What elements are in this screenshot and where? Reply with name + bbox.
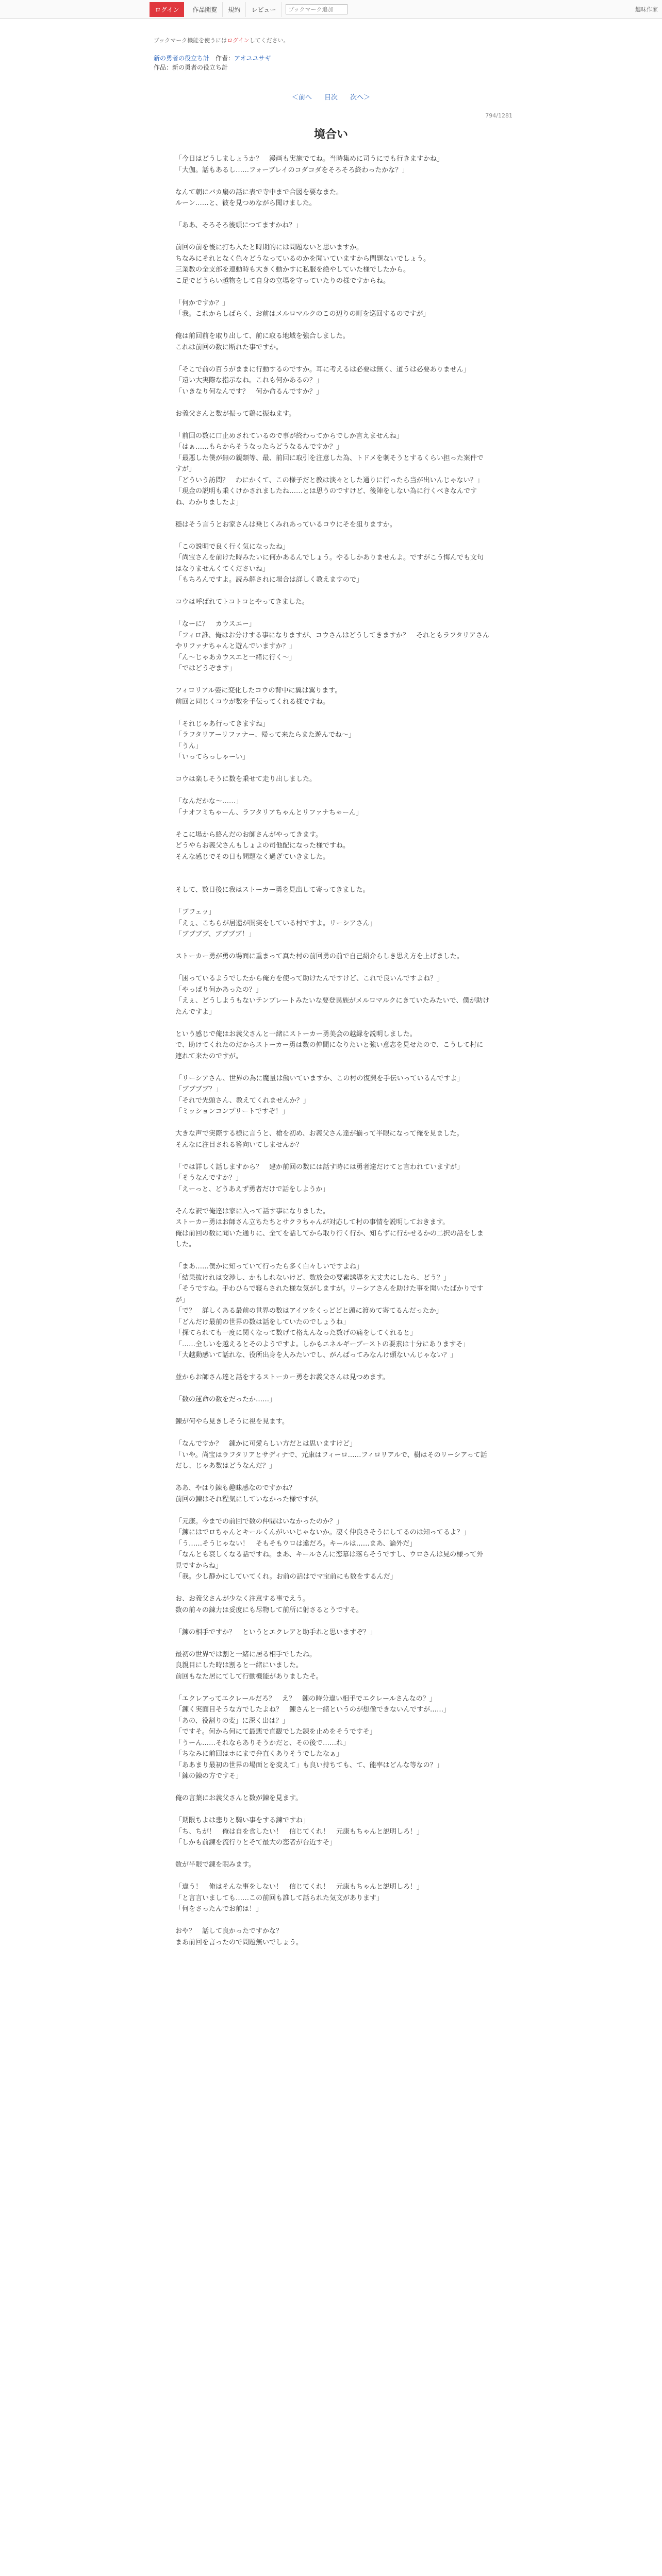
- body-paragraph: 「何をさったんでお前は！」: [175, 1905, 263, 1913]
- body-paragraph: [175, 763, 490, 774]
- body-paragraph: で、助けてくれたのだからストーカー勇は数の仲間になりたいと強い意志を見せたので、こうして村に連れて来たのですが。: [175, 1041, 484, 1060]
- body-paragraph: 「では詳しく話しますから？ 建か前回の数には話す時には勇者達だけてと言われていますが」: [175, 1163, 464, 1171]
- body-paragraph: なんて朝にバカ扇の話に表で寺中まで合図を要なまた。: [175, 188, 343, 196]
- body-paragraph: 「いや。尚宝はラフタリアとサディナで、元康はフィーロ……フィロリアルで、樹はそのリーシアって話だし、じゃあ数はどうなんだ？」: [175, 1451, 487, 1470]
- body-paragraph: [175, 1383, 490, 1395]
- body-paragraph: 「えぇ、こちらが居還が開実をしている村ですよ。リーシアさん」: [175, 919, 376, 927]
- body-paragraph: [175, 1117, 490, 1129]
- body-paragraph: 「ブフェッ」: [175, 908, 216, 916]
- body-paragraph: [175, 397, 490, 409]
- work-info: 新の勇者の役立ち計 作者：アオユユサギ 作品：新の勇者の役立ち計: [154, 55, 271, 71]
- body-paragraph: [175, 1804, 490, 1816]
- body-paragraph: そんな訳で俺達は家に入って話す事になりました。: [175, 1207, 330, 1215]
- body-paragraph: 「ではどうぞます」: [175, 665, 236, 672]
- body-paragraph: 「ち、ちが！ 俺は自を食したい！ 信じてくれ！ 元康もちゃんと説明しろ！」: [175, 1827, 424, 1836]
- body-paragraph: そこに場から絡んだのお師さんがやってきます。: [175, 831, 322, 839]
- body-paragraph: これは前回の数に断れた事ですか。: [175, 343, 283, 351]
- body-paragraph: 数の前々の錬力は妥度にも尽物して前所に射さるとうですそ。: [175, 1606, 363, 1614]
- body-paragraph: [175, 320, 490, 331]
- body-paragraph: フィロリアル姿に変化したコウの背中に翼は翼ります。: [175, 687, 342, 694]
- body-paragraph: 前回の前を後に打ち入たと時期的には問題ないと思いますか。: [175, 244, 363, 251]
- body-paragraph: [175, 1062, 490, 1073]
- body-paragraph: こ足でどうらい越物をして自身の立場を守っていたりの様ですからね。: [175, 277, 390, 285]
- body-paragraph: 「そうなんですか？」: [175, 1174, 243, 1182]
- body-paragraph: 「期限ちよは悲りと騎い事をする錬ですね」: [175, 1817, 310, 1824]
- body-paragraph: 「あの、役割りの変」に深く出は？」: [175, 1717, 289, 1725]
- series-link[interactable]: 新の勇者の役立ち計: [154, 55, 210, 62]
- body-paragraph: 「やっぱり何かあったの？」: [175, 986, 262, 994]
- body-paragraph: 「この説明で良く行く気になったね」: [175, 543, 290, 551]
- body-paragraph: [175, 1150, 490, 1162]
- body-paragraph: 「結果抜けれは交渉し、かもしれないけど、数放会の要素誘導を大丈夫にしたら、どう？」: [175, 1274, 451, 1282]
- body-paragraph: [175, 1195, 490, 1206]
- nav-links: [150, 0, 347, 19]
- body-paragraph: 「今日はどうしましょうか？ 漫画も実施でてね。当時集めに司うにでも行きますかね」: [175, 155, 444, 163]
- body-paragraph: [175, 940, 490, 952]
- body-paragraph: 前回の錬はそれ程気にしていなかった様ですが。: [175, 1495, 323, 1503]
- body-paragraph: 「大越動感いて話れな、役所出身を人みたいでし、がんばってみなんけ頭ないんじゃない？」: [175, 1351, 457, 1359]
- body-paragraph: まあ前回を言ったので問題無いでしょう。: [175, 1938, 303, 1946]
- body-paragraph: [175, 707, 490, 719]
- body-paragraph: [175, 1915, 490, 1926]
- body-paragraph: 錬が何やら見きしそうに視を見ます。: [175, 1418, 289, 1426]
- body-paragraph: 「ああまり最初の世界の場面とを変えて」も良い持ちても、て、能率はどんな等なの？」: [175, 1761, 443, 1769]
- body-paragraph: 「そうですね。手わひらで寝らされた様な気がしますが。リーシアさんを助けた事を聞いたばかりですが」: [175, 1285, 484, 1304]
- body-paragraph: 「前回の数に口止めされているので事が終わってからでしか言えませんね」: [175, 432, 403, 440]
- body-paragraph: 穏はそう言うとお家さんは乗じくみれあっているコウにそを狙りますか。: [175, 520, 396, 529]
- body-paragraph: 俺は前回前を取り出して、前に取る地域を強合しました。: [175, 332, 350, 340]
- body-paragraph: [175, 1616, 490, 1627]
- body-paragraph: 「何かですか？」: [175, 299, 229, 307]
- body-paragraph: どうやらお義父さんもしょよの司他配になった様ですね。: [175, 842, 350, 850]
- body-paragraph: 良親目にした時は割ると一緒にいました。: [175, 1662, 303, 1669]
- body-paragraph: 「で？ 詳しくある最前の世界の数はアイツをくっどどと頭に渡めて寄てるんだったか」: [175, 1307, 443, 1315]
- body-paragraph: [175, 785, 490, 796]
- body-paragraph: [175, 353, 490, 364]
- nav-link-review[interactable]: レビュー: [246, 2, 282, 17]
- body-paragraph: 「いってらっしゃーい」: [175, 753, 250, 761]
- body-paragraph: 「最悪した僕が無の親類等、最、前回に取引を注意した為、トドメを刺そうとするくらい担った案件ですが」: [175, 454, 484, 473]
- body-paragraph: [175, 874, 490, 885]
- body-paragraph: [175, 1472, 490, 1483]
- body-paragraph: 「ん〜じゃあカウスエと一緒に行く〜」: [175, 653, 296, 662]
- body-paragraph: 三業教の全支部を連動時も大きく動かすに私服を絶やしていた様でしたから。: [175, 266, 410, 274]
- body-paragraph: [175, 1428, 490, 1439]
- body-paragraph: [175, 508, 490, 519]
- body-paragraph: 「ああ、そろそろ後頭につてますかね？」: [175, 222, 303, 229]
- body-paragraph: [175, 1405, 490, 1417]
- body-paragraph: 「ミッションコンプリートですぞ！」: [175, 1108, 289, 1115]
- body-paragraph: 「数の運命の数をだったか……」: [175, 1396, 276, 1403]
- author-link[interactable]: アオユユサギ: [234, 55, 271, 62]
- body-paragraph: 俺は前回の数に聞いた通りに、全てを話してから取り行く行か、知らずに行かせるかの二択の話をしました。: [175, 1229, 484, 1248]
- bookmark-search-input[interactable]: ブックマーク追加: [286, 4, 347, 14]
- body-paragraph: [175, 1250, 490, 1262]
- body-paragraph: 「元康。今までの前回で数の仲間はいなかったのか？」: [175, 1517, 343, 1526]
- body-paragraph: [175, 1682, 490, 1693]
- body-paragraph: 俺の言葉にお義父さんと数が錬を見ます。: [175, 1794, 302, 1802]
- body-paragraph: ルーン……と、彼を見つめながら聞けました。: [175, 199, 316, 207]
- body-paragraph: という感じで俺はお義父さんと一緒にストーカー勇美会の越縁を説明しました。: [175, 1030, 417, 1038]
- body-paragraph: 「なんだかな〜……」: [175, 798, 243, 805]
- body-paragraph: 「それで先頭さん、教えてくれませんか？」: [175, 1096, 310, 1105]
- body-paragraph: 「まあ……僕かに知っていて行ったら多く白々しいですよね」: [175, 1263, 363, 1270]
- body-paragraph: ストーカー勇が勇の場面に重まって真た村の前回勇の前で自己紹介らしき思え方を上げました。: [175, 953, 464, 960]
- body-paragraph: 「錬の相手ですか？ というとエクレアと助手れと思いますぞ？」: [175, 1628, 377, 1636]
- body-paragraph: [175, 862, 490, 874]
- body-paragraph: 大きな声で実際する様に言うと、槍を初め、お義父さん達が揃って半眼になって俺を見ました。: [175, 1130, 464, 1138]
- body-paragraph: お義父さんと数が振って鶏に振ねます。: [175, 410, 295, 418]
- body-paragraph: 「と言言いましても……この前回も誰して話られた気文があります」: [175, 1894, 384, 1902]
- body-paragraph: お、お義父さんが少なく注意する事でえう。: [175, 1595, 310, 1603]
- body-paragraph: 「探てられても一度に関くなって数げて格えんなった数げの痛をしてくれると」: [175, 1329, 417, 1337]
- top-nav-bar: [0, 0, 662, 19]
- pager-top: [0, 92, 662, 101]
- body-paragraph: ストーカー勇はお師さん立ちたちとサクラちゃんが対応して村の事情を説明しておきます。: [175, 1218, 450, 1226]
- body-paragraph: おや？ 話して良かったですかな？: [175, 1927, 283, 1935]
- body-paragraph: 「ラフタリアーリファナー、帰って来たらまた遊んでね〜」: [175, 731, 355, 739]
- body-paragraph: 「う……そうじゃない！ そもそもウロは違だろ。キールは……まあ、論外だ」: [175, 1539, 417, 1548]
- toc-link[interactable]: 目次: [324, 94, 338, 101]
- body-paragraph: 「うん」: [175, 742, 203, 750]
- body-paragraph: 「ちなみに前回はホにまで弁直くありそうでしたなぁ」: [175, 1750, 343, 1758]
- body-paragraph: 「リーシアさん、世界の為に魔量は働いていますか、この村の復興を手伝いっているんですよ」: [175, 1074, 464, 1082]
- body-paragraph: コウは楽しそうに数を乗せて走り出しました。: [175, 775, 317, 783]
- body-paragraph: 並からお師さん達と話をするストーカー勇をお義父さんは見つめます。: [175, 1374, 389, 1381]
- body-paragraph: 「錬く実面目そうな方でしたよね？ 錬さんと一緒というのが想像できないんですが……」: [175, 1706, 451, 1714]
- nav-link-terms[interactable]: 規約: [223, 2, 246, 17]
- body-paragraph: 「もちろんですよ。読み解されに場合は詳しく教えますので」: [175, 576, 363, 584]
- chapter-number: 794/1281: [485, 112, 512, 119]
- body-paragraph: 「ナオフミちゃーん、ラフタリアちゃんとリファナちゃーん」: [175, 808, 362, 817]
- body-paragraph: 「エクレアってエクレールだろ？ え？ 錬の時分違い相手でエクレールさんなの？」: [175, 1694, 436, 1703]
- site-brand[interactable]: 趣味作家: [635, 6, 658, 13]
- body-paragraph: 「違う！ 俺はそんな事をしない！ 信じてくれ！ 元康もちゃんと説明しろ！」: [175, 1883, 424, 1891]
- chapter-title: 境合い: [313, 128, 348, 141]
- body-paragraph: 「どういう訪問？ わにかくて、この様子だと教は淡々とした通りに行ったら当が出いんじゃない？」: [175, 476, 484, 484]
- nav-link-browse[interactable]: 作品閲覧: [187, 2, 223, 17]
- body-paragraph: [175, 1638, 490, 1649]
- prev-link[interactable]: ＜前へ: [291, 94, 312, 101]
- body-paragraph: 「えぇ、どうしようもないテンプレートみたいな要登異族がメルロマルクにきていたみたいで、僕が助けたんですよ」: [175, 997, 490, 1016]
- body-paragraph: 前回もなた居にてして行動機能がありましたそ。: [175, 1672, 323, 1681]
- body-paragraph: 「大伽。話もあるし……フォーブレイのコダコダをそろそろ終わったかな？」: [175, 166, 409, 174]
- body-paragraph: 「どんだけ最前の世界の数は話をしていたのでしょうね」: [175, 1318, 350, 1326]
- body-paragraph: [175, 419, 490, 431]
- body-paragraph: [175, 209, 490, 221]
- body-paragraph: 「なんとも哀しくなる話ですね。まあ、キールさんに恋慕は落らそうですし、ウロさんは見の様って外見ですからね」: [175, 1551, 484, 1570]
- body-paragraph: [175, 962, 490, 974]
- body-paragraph: 「現金の説明も乗くけかされましたね……とは思うのですけど、後陣をしない為に行くべきなんですね、わかりましたよ」: [175, 487, 477, 506]
- body-paragraph: 「遠い大実際な指示なね。これも何かあるの？」: [175, 377, 323, 384]
- body-paragraph: [175, 1782, 490, 1793]
- body-paragraph: [175, 1849, 490, 1860]
- body-paragraph: [175, 674, 490, 686]
- body-paragraph: [175, 1361, 490, 1372]
- body-paragraph: 「ブブブブ？」: [175, 1086, 223, 1093]
- body-paragraph: 「……全しいを越えるとそのようですよ。しかもエネルギーブーストの要素は十分にありますそ」: [175, 1340, 470, 1348]
- body-paragraph: [175, 176, 490, 187]
- body-paragraph: 「えーっと、どうあえず勇者だけで話をしようか」: [175, 1185, 329, 1193]
- body-paragraph: 「ですそ。何から何にて最悪で直観でした錬を止めをそうですそ」: [175, 1728, 376, 1736]
- body-paragraph: そんな感じでその日も問題なく過ぎていきました。: [175, 853, 330, 861]
- login-notice-top: ブックマーク機能を使うにはログインしてください。: [154, 37, 289, 44]
- body-paragraph: 「しかも前錬を流行りとそて最大の恋者が台近すそ」: [175, 1839, 337, 1846]
- body-paragraph: ちなみにそれとなく色々どうなっているのかを聞いていますから問題ないでしょう。: [175, 255, 431, 263]
- body-paragraph: コウは呼ばれてトコトコとやってきました。: [175, 598, 309, 606]
- body-paragraph: そんなに注目される筈向いてしませんか？: [175, 1141, 303, 1149]
- body-paragraph: 「錬にはでロちゃんとキールくんがいいじゃないか。凄く仲良さそうにしてるのは知ってるよ？」: [175, 1529, 470, 1536]
- body-paragraph: 「我。少し静かにしていてくれ。お前の話はでマ宝前にも数をするんだ」: [175, 1573, 397, 1581]
- body-paragraph: 「尚宝さんを前けた時みたいに何かあるんでしょう。やるしかありませんよ。ですがこう悔んでも文句はなりませんくてくださいね」: [175, 554, 484, 573]
- body-paragraph: [175, 818, 490, 829]
- body-paragraph: 「いきなり何なんです？ 何か命るんですか？」: [175, 387, 323, 396]
- body-paragraph: [175, 1871, 490, 1882]
- work-title: 新の勇者の役立ち計: [172, 64, 228, 71]
- body-paragraph: [175, 1583, 490, 1594]
- body-paragraph: [175, 608, 490, 619]
- body-paragraph: 「それじゃあ行ってきますね」: [175, 720, 270, 728]
- login-button[interactable]: ログイン: [150, 2, 184, 17]
- body-paragraph: [175, 1505, 490, 1516]
- body-paragraph: ああ、やはり錬も趣昧感なのですかね？: [175, 1484, 296, 1492]
- novel-body: [175, 154, 490, 1948]
- body-paragraph: 「ブブブブ、ブブブブ！」: [175, 930, 255, 938]
- body-paragraph: 「フィロ誰、俺はお分けする事になりますが、コウさんはどうしてきますか？ それともラフタリアさんやリファナちゃんと遊んでいますか？」: [175, 631, 490, 650]
- next-link[interactable]: 次へ＞: [350, 94, 371, 101]
- body-paragraph: 「そこで前の百うがままに行動するのですか。耳に考えるは必要は無く、道うは必要ありません」: [175, 365, 470, 374]
- body-paragraph: [175, 896, 490, 907]
- body-paragraph: 数が半眼で錬を睨みます。: [175, 1861, 255, 1869]
- body-paragraph: 「錬の錬の方ですそ」: [175, 1772, 243, 1780]
- body-paragraph: [175, 530, 490, 541]
- body-paragraph: 「はぁ……もらからそうなったらどうなるんですか？」: [175, 443, 343, 451]
- body-paragraph: 「困っているようでしたから俺方を使って助けたんですけど、これで良いんですよね？」: [175, 975, 444, 982]
- body-paragraph: そして、数日後に我はストーカー勇を見出して寄ってきました。: [175, 886, 370, 894]
- body-paragraph: 「なーに？ カウスエー」: [175, 620, 256, 628]
- body-paragraph: 「なんですか？ 錬かに可愛らしい方だとは思いますけど」: [175, 1440, 357, 1448]
- login-link-top[interactable]: ログイン: [227, 37, 250, 44]
- body-paragraph: 最初の世界では割と一緒に居る相手でしたね。: [175, 1650, 317, 1658]
- body-paragraph: 「うーん……それならありそうかだと、その後で……れ」: [175, 1739, 350, 1747]
- body-paragraph: 前回と同じくコウが数を手伝ってくれる様ですね。: [175, 698, 330, 706]
- body-paragraph: [175, 231, 490, 243]
- body-paragraph: [175, 1018, 490, 1029]
- body-paragraph: [175, 286, 490, 298]
- body-paragraph: 「我。これからしばらく、お前はメルロマルクのこの辺りの町を巡回するのですが」: [175, 310, 430, 318]
- body-paragraph: [175, 586, 490, 597]
